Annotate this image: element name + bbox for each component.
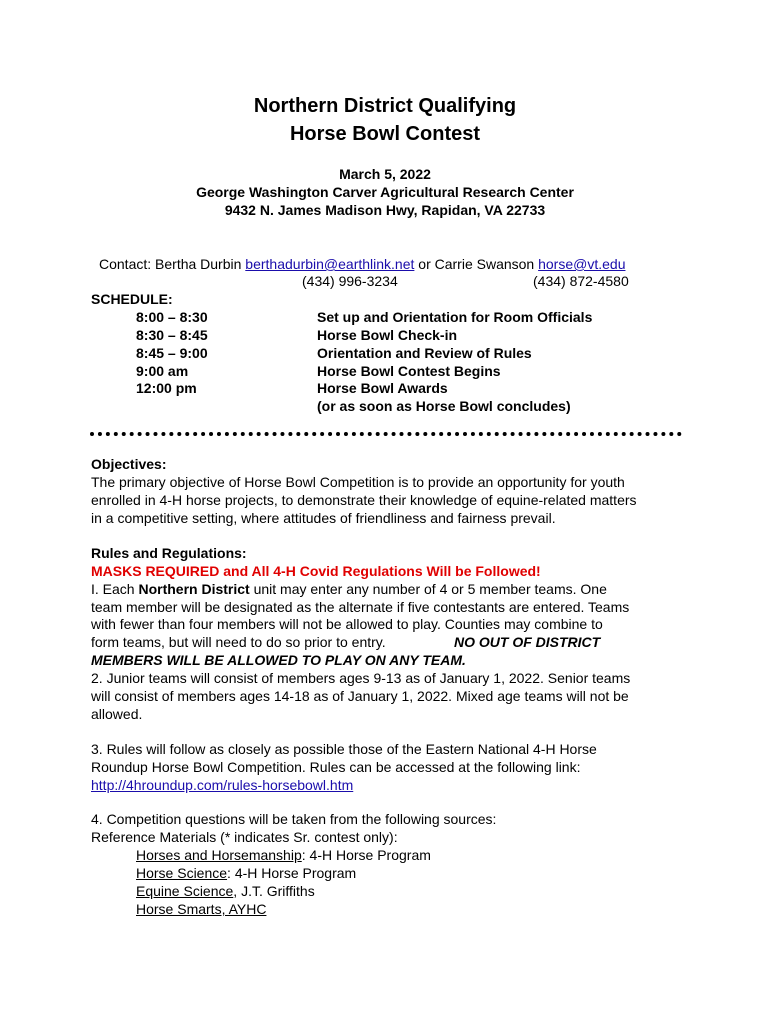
reference-item <box>136 846 431 864</box>
reference-title: Horse Smarts, AYHC <box>136 901 267 917</box>
schedule-time: 8:00 – 8:30 <box>136 309 208 325</box>
schedule-event: Horse Bowl Check-in <box>317 327 458 343</box>
email-link-durbin[interactable]: berthadurbin@earthlink.net <box>245 256 415 272</box>
title-line-2: Horse Bowl Contest <box>289 123 481 145</box>
dotted-divider <box>90 432 682 436</box>
rules-link[interactable]: http://4hroundup.com/rules-horsebowl.htm <box>91 777 354 793</box>
rule-3-line: Roundup Horse Bowl Competition. Rules can be accessed at the following link: <box>91 759 581 775</box>
rule-2-line: allowed. <box>91 706 143 722</box>
reference-item <box>136 882 315 900</box>
phone-swanson: (434) 872-4580 <box>533 273 629 289</box>
event-address: 9432 N. James Madison Hwy, Rapidan, VA 22733 <box>224 202 546 218</box>
rule-1-line: with fewer than four members will not be allowed to play. Counties may combine to <box>91 616 603 632</box>
rule-2-line: will consist of members ages 14-18 as of January 1, 2022. Mixed age teams will not be <box>91 688 629 704</box>
contact-line <box>99 255 625 273</box>
rules-heading: Rules and Regulations: <box>91 545 247 561</box>
schedule-event: Orientation and Review of Rules <box>317 345 532 361</box>
rule-1-line <box>91 580 607 598</box>
rule-1-prefix: I. Each <box>91 581 139 597</box>
contact-prefix: Contact: Bertha Durbin <box>99 256 246 272</box>
masks-notice: MASKS REQUIRED and All 4-H Covid Regulations Will be Followed! <box>91 563 541 579</box>
event-date: March 5, 2022 <box>339 166 431 182</box>
rule-1-text: unit may enter any number of 4 or 5 member teams. One <box>249 581 607 597</box>
rule-1-district: Northern District <box>138 581 250 597</box>
schedule-heading: SCHEDULE: <box>91 291 173 307</box>
reference-detail: : 4-H Horse Program <box>301 847 431 863</box>
reference-detail: , J.T. Griffiths <box>233 883 315 899</box>
rule-1-line: team member will be designated as the alternate if five contestants are entered. Teams <box>91 599 630 615</box>
rule-1-warning: MEMBERS WILL BE ALLOWED TO PLAY ON ANY TEAM. <box>91 652 466 668</box>
event-venue: George Washington Carver Agricultural Research Center <box>196 184 574 200</box>
rule-1-line: form teams, but will need to do so prior to entry. <box>91 634 386 650</box>
rule-2-line: 2. Junior teams will consist of members ages 9-13 as of January 1, 2022. Senior teams <box>91 670 631 686</box>
schedule-time: 9:00 am <box>136 363 189 379</box>
schedule-time: 8:30 – 8:45 <box>136 327 208 343</box>
contact-middle: or Carrie Swanson <box>414 256 539 272</box>
objectives-line: enrolled in 4-H horse projects, to demonstrate their knowledge of equine-related matters <box>91 492 637 508</box>
email-link-swanson[interactable]: horse@vt.edu <box>538 256 626 272</box>
phone-durbin: (434) 996-3234 <box>302 273 398 289</box>
schedule-event: Set up and Orientation for Room Officials <box>317 309 593 325</box>
rule-4-line: Reference Materials (* indicates Sr. contest only): <box>91 829 398 845</box>
schedule-time: 12:00 pm <box>136 380 197 396</box>
rule-1-warning: NO OUT OF DISTRICT <box>454 634 601 650</box>
title-line-1: Northern District Qualifying <box>253 95 517 117</box>
reference-title: Horse Science <box>136 865 228 881</box>
reference-item <box>136 900 266 918</box>
schedule-time: 8:45 – 9:00 <box>136 345 208 361</box>
objectives-heading: Objectives: <box>91 456 167 472</box>
rule-4-line: 4. Competition questions will be taken from the following sources: <box>91 811 497 827</box>
rule-3-line: 3. Rules will follow as closely as possible those of the Eastern National 4-H Horse <box>91 741 597 757</box>
reference-title: Horses and Horsemanship <box>136 847 302 863</box>
objectives-line: in a competitive setting, where attitudes of friendliness and fairness prevail. <box>91 510 556 526</box>
reference-title: Equine Science <box>136 883 234 899</box>
reference-item <box>136 864 356 882</box>
schedule-event: Horse Bowl Awards <box>317 380 448 396</box>
reference-detail: : 4-H Horse Program <box>227 865 357 881</box>
schedule-event: Horse Bowl Contest Begins <box>317 363 501 379</box>
schedule-note: (or as soon as Horse Bowl concludes) <box>317 398 571 414</box>
objectives-line: The primary objective of Horse Bowl Competition is to provide an opportunity for youth <box>91 474 625 490</box>
